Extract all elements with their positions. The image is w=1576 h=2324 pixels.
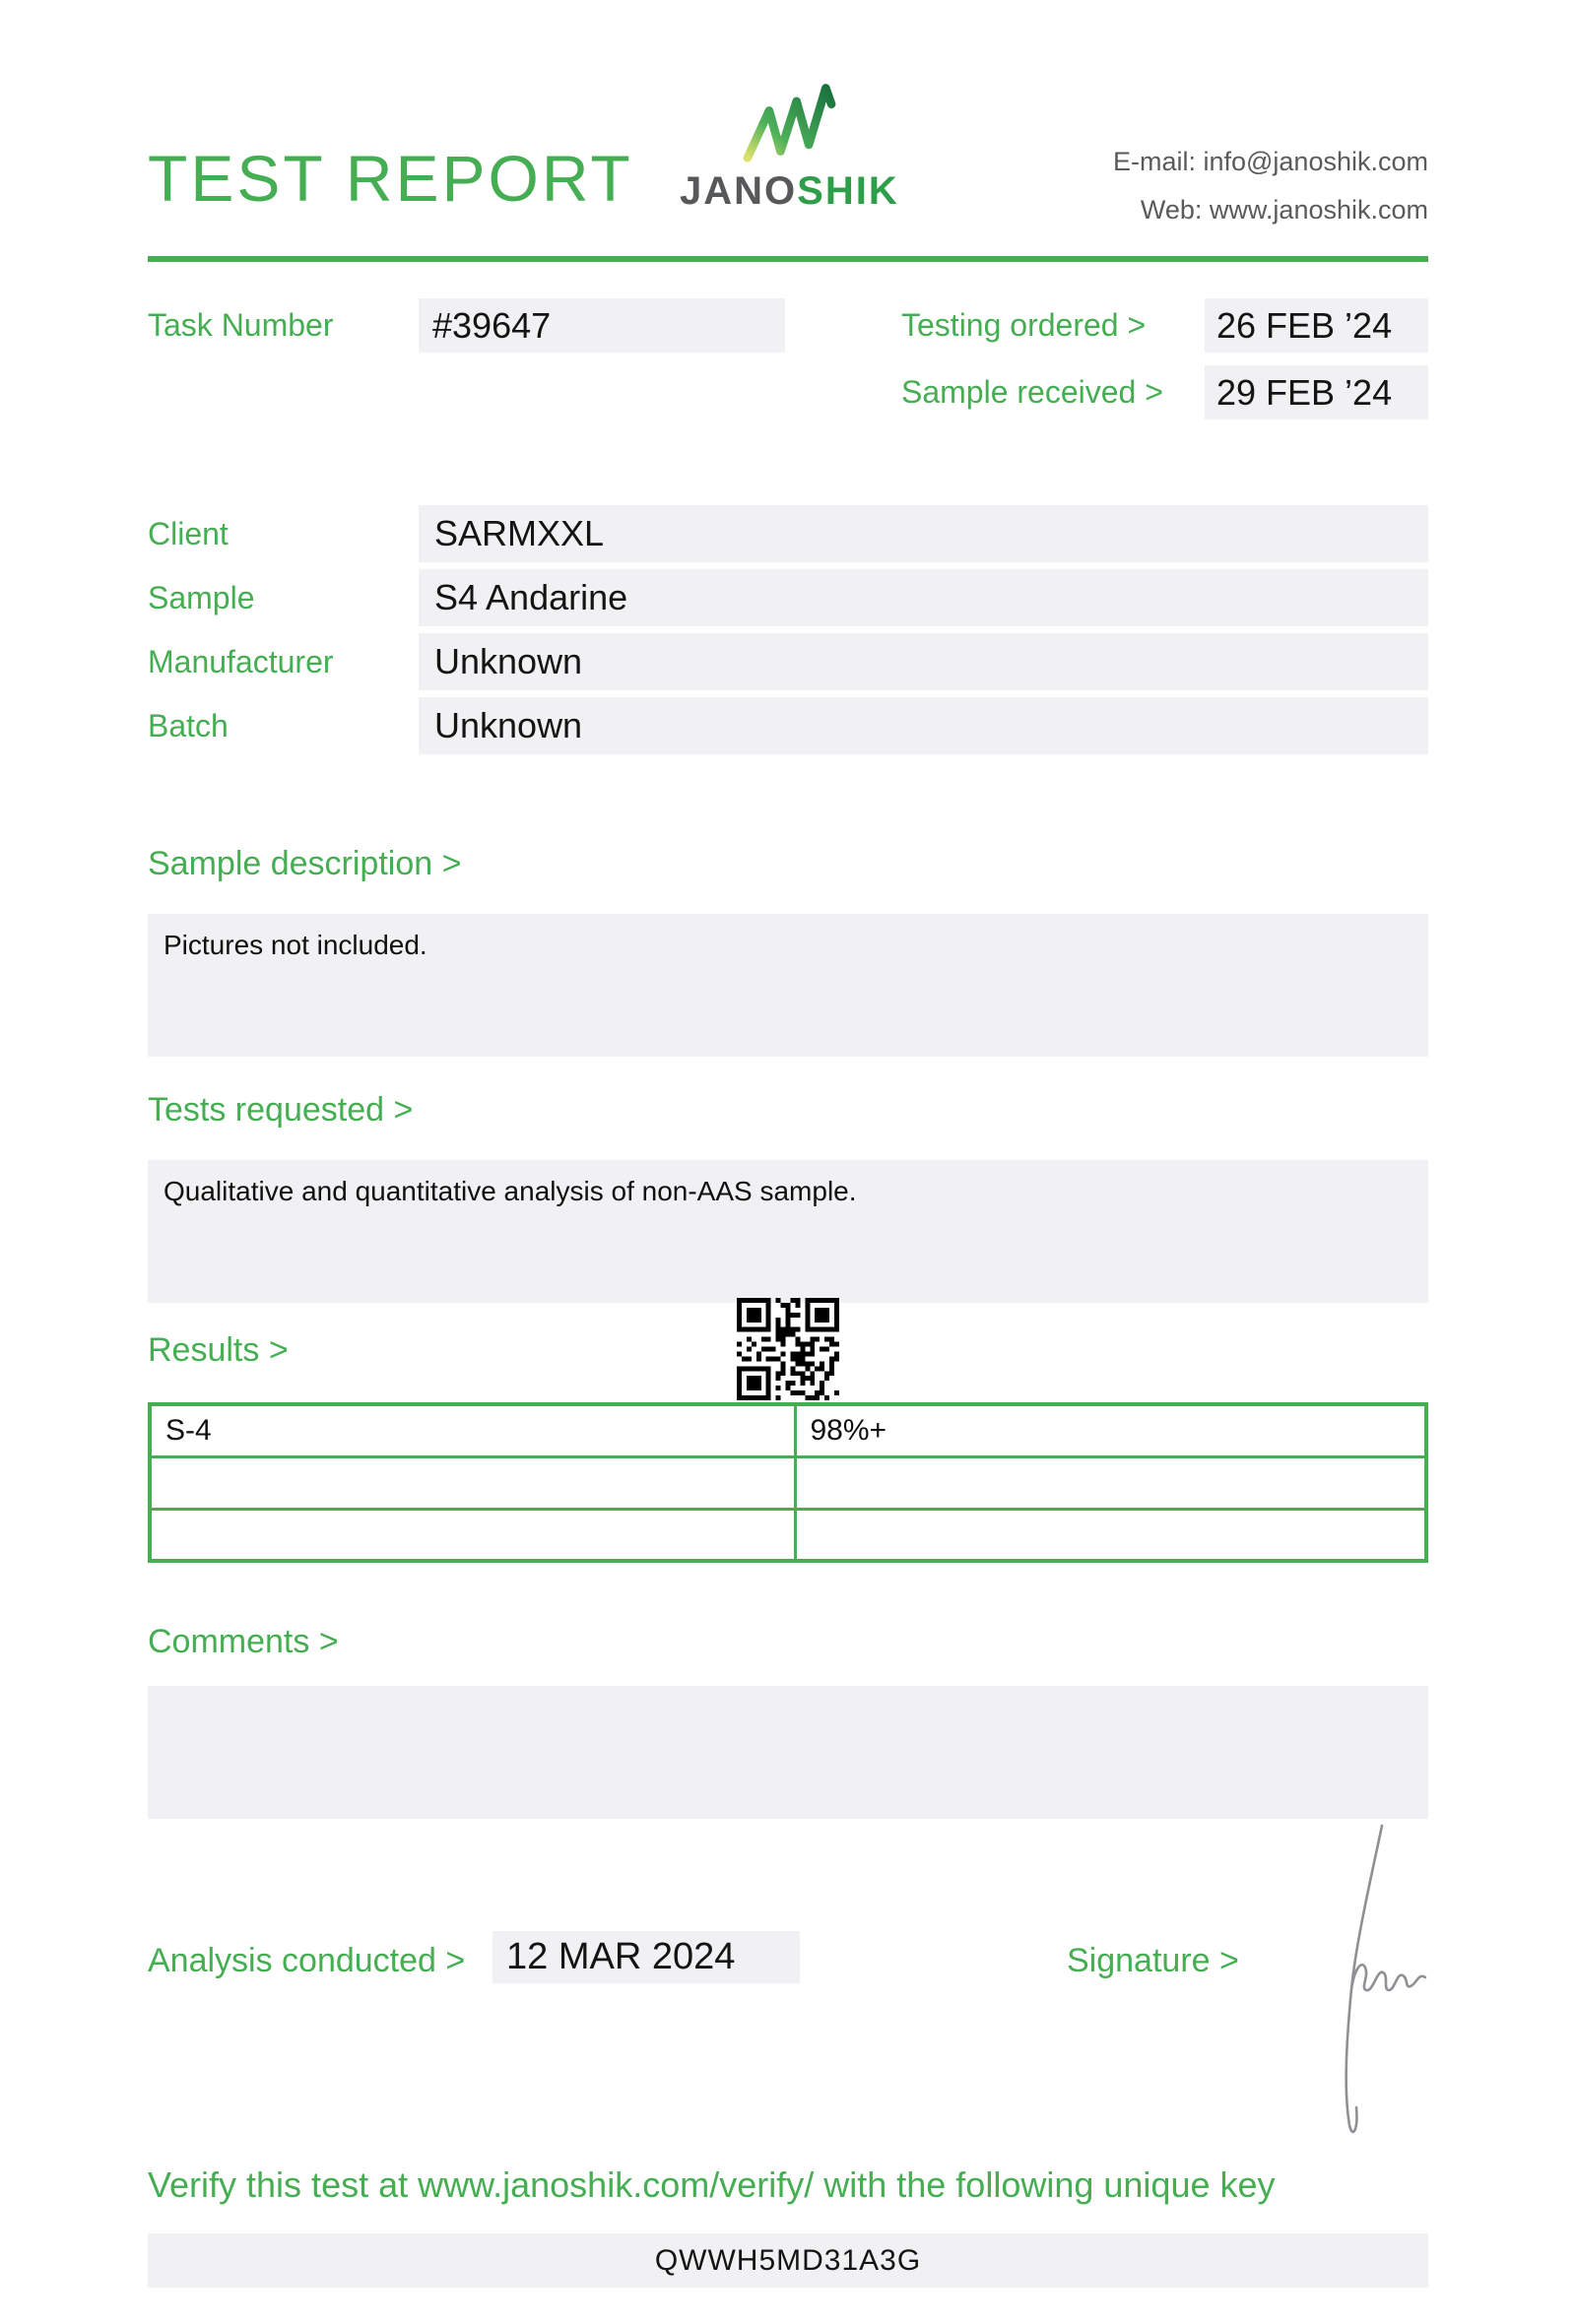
batch-label: Batch	[148, 707, 229, 743]
task-number-text: #39647	[432, 304, 552, 346]
analysis-date-box	[492, 1931, 800, 1983]
results-heading: Results >	[148, 1331, 289, 1369]
verify-key: QWWH5MD31A3G	[654, 2243, 922, 2277]
comments-heading: Comments >	[148, 1623, 339, 1660]
verify-key-box	[148, 2233, 1428, 2288]
brand-suffix: SHIK	[797, 169, 899, 213]
batch-value-box	[419, 697, 1428, 754]
qr-code	[737, 1298, 839, 1400]
sample-description-text: Pictures not included.	[164, 930, 427, 960]
result-value-cell	[795, 1509, 1426, 1561]
testing-ordered-date: 26 FEB ’24	[1216, 304, 1393, 346]
table-row	[150, 1456, 1426, 1509]
sample-value: S4 Andarine	[434, 577, 628, 617]
result-value-cell	[795, 1456, 1426, 1509]
field-row-client	[148, 505, 1428, 562]
task-number-value	[419, 298, 785, 353]
contact-info	[1113, 138, 1428, 233]
field-row-sample	[148, 569, 1428, 626]
results-table	[148, 1402, 1428, 1563]
field-row-batch	[148, 697, 1428, 754]
sample-description-box	[148, 914, 1428, 1057]
contact-email: E-mail: info@janoshik.com	[1112, 147, 1428, 176]
sample-description-heading: Sample description >	[148, 845, 462, 882]
analysis-conducted-label: Analysis conducted >	[148, 1942, 466, 1979]
batch-value: Unknown	[434, 705, 583, 745]
client-value-box	[419, 505, 1428, 562]
manufacturer-value-box	[419, 633, 1428, 690]
result-analyte-cell	[150, 1456, 795, 1509]
table-row	[150, 1404, 1426, 1456]
signature-label: Signature >	[1067, 1942, 1239, 1979]
result-value-cell: 98%+	[795, 1404, 1426, 1456]
table-row	[150, 1509, 1426, 1561]
testing-ordered-label: Testing ordered >	[901, 307, 1147, 343]
manufacturer-value: Unknown	[434, 641, 583, 681]
signature-image	[1295, 1822, 1433, 2137]
sample-label: Sample	[148, 579, 255, 615]
sample-received-date: 29 FEB ’24	[1216, 371, 1393, 413]
tests-requested-box	[148, 1160, 1428, 1303]
field-row-manufacturer	[148, 633, 1428, 690]
sample-value-box	[419, 569, 1428, 626]
testing-ordered-value	[1205, 298, 1428, 353]
client-value: SARMXXL	[434, 513, 605, 553]
result-analyte-cell: S-4	[150, 1404, 795, 1456]
tests-requested-text: Qualitative and quantitative analysis of non-AAS sample.	[164, 1176, 857, 1206]
sample-received-value	[1205, 365, 1428, 420]
tests-requested-heading: Tests requested >	[148, 1091, 414, 1129]
task-number-label: Task Number	[148, 307, 334, 343]
analysis-date: 12 MAR 2024	[506, 1936, 736, 1977]
manufacturer-label: Manufacturer	[148, 643, 334, 679]
result-analyte-cell	[150, 1509, 795, 1561]
brand-prefix: JANO	[680, 169, 798, 213]
comments-text	[148, 1686, 1428, 1702]
header-divider	[148, 256, 1428, 262]
verify-instruction: Verify this test at www.janoshik.com/verify/ with the following unique key	[148, 2164, 1276, 2205]
chart-trend-icon	[742, 77, 836, 165]
janoshik-logo	[680, 77, 898, 214]
contact-web: Web: www.janoshik.com	[1140, 194, 1428, 225]
client-label: Client	[148, 515, 229, 551]
brand-wordmark	[680, 169, 898, 214]
comments-box	[148, 1686, 1428, 1819]
sample-received-label: Sample received >	[901, 374, 1163, 410]
page-title: TEST REPORT	[148, 142, 633, 215]
